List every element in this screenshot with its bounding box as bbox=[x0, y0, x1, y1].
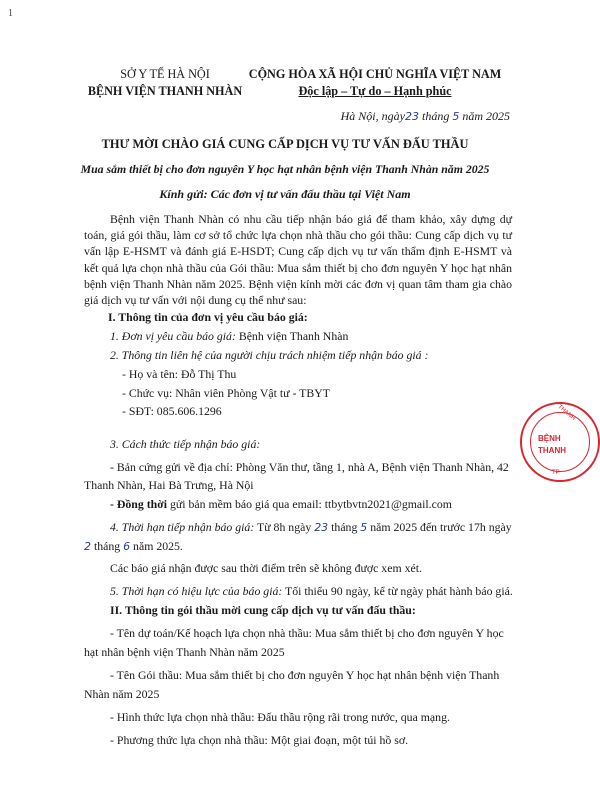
package-line2: Nhàn năm 2025 bbox=[84, 687, 160, 701]
package-line1: - Tên Gói thầu: Mua sắm thiết bị cho đơn nguyên Y học hạt nhân bệnh viện Thanh bbox=[110, 668, 500, 682]
stamp-line1: BỆNH bbox=[538, 434, 561, 443]
issuer-department: SỞ Y TẾ HÀ NỘI bbox=[120, 67, 210, 81]
section1-heading: I. Thông tin của đơn vị yêu cầu báo giá: bbox=[108, 310, 308, 324]
item4-line1 bbox=[110, 519, 512, 536]
issuer-block bbox=[80, 66, 250, 100]
email-line bbox=[110, 496, 452, 512]
item3-label: 3. Cách thức tiếp nhận báo giá: bbox=[110, 437, 261, 451]
contact-phone: - SĐT: 085.606.1296 bbox=[122, 404, 222, 418]
hardcopy-line2: Thanh Nhàn, Hai Bà Trưng, Hà Nội bbox=[84, 478, 254, 492]
item4-line2 bbox=[84, 538, 183, 555]
plan-line1: - Tên dự toán/Kế hoạch lựa chọn nhà thầu: Mua sắm thiết bị cho đơn nguyên Y học bbox=[110, 626, 504, 640]
dateline-month: 5 bbox=[452, 110, 460, 123]
item5 bbox=[110, 583, 513, 599]
item4-text-b: tháng bbox=[328, 520, 361, 534]
email-rest: gửi bản mềm báo giá qua email: ttbytbvtn2021@gmail.com bbox=[167, 497, 452, 511]
stamp-bottom-text: TP bbox=[552, 470, 560, 476]
issuer-hospital: BỆNH VIỆN THANH NHÀN bbox=[87, 84, 243, 98]
greeting: Kính gửi: Các đơn vị tư vấn đấu thầu tại Việt Nam bbox=[159, 187, 411, 201]
dateline-day: 23 bbox=[404, 110, 419, 123]
contact-role: - Chức vụ: Nhân viên Phòng Vật tư - TBYT bbox=[122, 386, 330, 400]
selection-method: - Phương thức lựa chọn nhà thầu: Một giai đoạn, một túi hồ sơ. bbox=[110, 733, 409, 747]
section2-heading: II. Thông tin gói thầu mời cung cấp dịch vụ tư vấn đấu thầu: bbox=[110, 603, 416, 617]
item1-value: Bệnh viện Thanh Nhàn bbox=[235, 329, 349, 343]
national-motto: Độc lập – Tự do – Hạnh phúc bbox=[298, 84, 452, 98]
item4-day2: 2 bbox=[84, 540, 91, 553]
hardcopy-line1: - Bản cứng gửi về địa chỉ: Phòng Văn thư, tầng 1, nhà A, Bệnh viện Thanh Nhàn, 42 bbox=[110, 460, 509, 474]
dateline bbox=[330, 109, 510, 124]
item1 bbox=[110, 328, 348, 344]
item4-text-e: năm 2025. bbox=[130, 539, 183, 553]
official-stamp-icon bbox=[520, 402, 600, 482]
national-header bbox=[235, 66, 515, 100]
stamp-line2: THANH bbox=[538, 446, 566, 455]
stamp-top-text: THANH bbox=[556, 404, 577, 422]
document-subtitle: Mua sắm thiết bị cho đơn nguyên Y học hạt nhân bệnh viện Thanh Nhàn năm 2025 bbox=[80, 162, 490, 176]
dateline-prefix: Hà Nội, ngày bbox=[340, 109, 405, 123]
national-title: CỘNG HÒA XÃ HỘI CHỦ NGHĨA VIỆT NAM bbox=[248, 67, 502, 81]
item2-label: 2. Thông tin liên hệ của người chịu trách nhiệm tiếp nhận báo giá : bbox=[110, 348, 429, 362]
item4-label: 4. Thời hạn tiếp nhận báo giá: bbox=[110, 520, 255, 534]
item4-text-a: Từ 8h ngày bbox=[254, 520, 315, 534]
item4-month2: 6 bbox=[123, 540, 131, 553]
item5-label: 5. Thời hạn có hiệu lực của báo giá: bbox=[110, 584, 283, 598]
document-title: THƯ MỜI CHÀO GIÁ CUNG CẤP DỊCH VỤ TƯ VẤN ĐẤU THẦU bbox=[101, 137, 469, 151]
item4-month1: 5 bbox=[360, 521, 368, 534]
item1-label: 1. Đơn vị yêu cầu báo giá: bbox=[110, 329, 236, 343]
item4-day1: 23 bbox=[314, 521, 329, 534]
item5-value: Tối thiểu 90 ngày, kể từ ngày phát hành báo giá. bbox=[282, 584, 513, 598]
selection-form: - Hình thức lựa chọn nhà thầu: Đấu thầu rộng rãi trong nước, qua mạng. bbox=[110, 710, 450, 724]
plan-line2: hạt nhân bệnh viện Thanh Nhàn năm 2025 bbox=[84, 645, 285, 659]
corner-mark: 1 bbox=[8, 8, 13, 19]
item4-text-d: tháng bbox=[91, 539, 124, 553]
dateline-year: năm 2025 bbox=[462, 109, 510, 123]
item4-text-c: năm 2025 đến trước 17h ngày bbox=[367, 520, 512, 534]
intro-paragraph: Bệnh viện Thanh Nhàn có nhu cầu tiếp nhận báo giá để tham khảo, xây dựng dự toán, giá gói thầu, làm cơ sở tổ chức lựa chọn nhà thầu cho gói thầu: Cung cấp dịch vụ tư vấn lập E-HSMT và đánh giá E-HSDT; Cung cấp dịch vụ tư vấn thẩm định E-HSMT và kết quả lựa chọn nhà thầu của Gói thầu: Mua sắm thiết bị cho đơn nguyên Y học hạt nhân bệnh viện Thanh Nhàn năm 2025. Bệnh viện kính mời các đơn vị quan tâm tham gia chào giá dịch vụ tư vấn với nội dung cụ thể như sau: bbox=[84, 212, 512, 308]
late-note: Các báo giá nhận được sau thời điểm trên sẽ không được xem xét. bbox=[110, 561, 422, 575]
email-prefix: - Đồng thời bbox=[110, 497, 168, 511]
contact-name: - Họ và tên: Đỗ Thị Thu bbox=[122, 367, 237, 381]
dateline-month-label: tháng bbox=[421, 109, 450, 123]
